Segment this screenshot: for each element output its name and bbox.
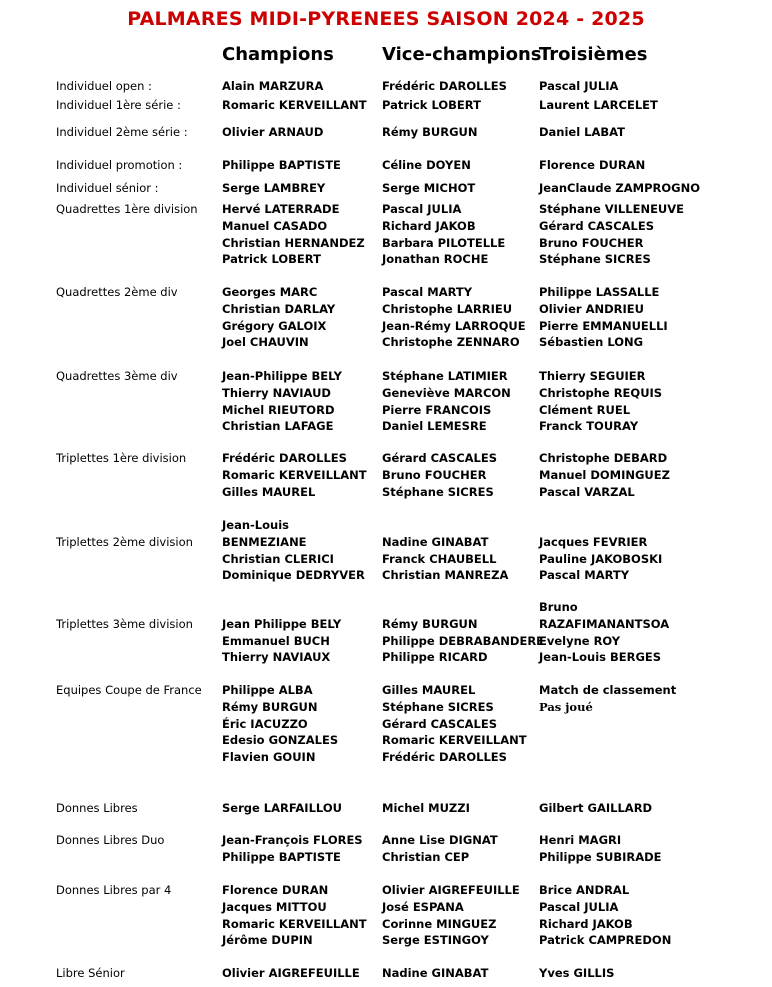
player-name: Pascal JULIA [539, 899, 619, 914]
player-name: Stéphane LATIMIER [382, 369, 508, 383]
player-name: Stéphane SICRES [382, 699, 494, 714]
third-cell [539, 180, 739, 197]
player-name: Manuel DOMINGUEZ [539, 467, 670, 482]
player-name: Olivier AIGREFEUILLE [222, 966, 360, 980]
third-cell [539, 78, 739, 95]
player-name: Olivier ANDRIEU [539, 301, 644, 316]
player-name: Geneviève MARCON [382, 385, 511, 400]
player-name: Philippe BAPTISTE [222, 849, 341, 864]
category-label: Donnes Libres [56, 801, 138, 815]
third-cell [539, 201, 739, 268]
player-name: Éric IACUZZO [222, 716, 308, 731]
player-name: Dominique DEDRYVER [222, 568, 365, 583]
vice-champions-cell [382, 832, 534, 866]
player-name: Jean-Rémy LARROQUE [382, 318, 526, 333]
player-name: BENMEZIANE [222, 534, 307, 549]
vice-champions-cell [382, 800, 534, 817]
player-name: Christophe DEBARD [539, 451, 668, 465]
third-cell [539, 965, 739, 982]
champions-cell [222, 832, 377, 866]
player-name: Christian HERNANDEZ [222, 235, 365, 250]
player-name: Franck CHAUBELL [382, 551, 497, 566]
category-label: Triplettes 2ème division [56, 534, 193, 549]
player-name: Christian CLERICI [222, 551, 334, 566]
category-label: Quadrettes 2ème div [56, 285, 178, 299]
player-name: Gérard CASCALES [539, 218, 655, 233]
player-name: Florence DURAN [539, 158, 646, 172]
vice-champions-cell [382, 157, 534, 174]
player-name: Christophe REQUIS [539, 385, 663, 400]
vice-champions-cell [382, 616, 545, 666]
player-name: Christian MANREZA [382, 568, 509, 583]
player-name: Christian LAFAGE [222, 419, 334, 434]
third-cell [539, 284, 739, 351]
player-name: Jean-François FLORES [222, 833, 363, 847]
player-name: JeanClaude ZAMPROGNO [539, 181, 700, 195]
champions-cell [222, 965, 377, 982]
player-name: Match de classement [539, 683, 677, 697]
third-cell [539, 832, 739, 866]
player-name: Gilles MAUREL [382, 683, 476, 697]
player-name: RAZAFIMANANTSOA [539, 616, 670, 631]
player-name: Sébastien LONG [539, 335, 644, 350]
player-name: Daniel LEMESRE [382, 419, 487, 434]
player-name: Jean Philippe BELY [222, 616, 342, 631]
player-name: Serge ESTINGOY [382, 933, 489, 948]
player-name: Stéphane SICRES [539, 252, 651, 267]
player-name: Jérôme DUPIN [222, 933, 313, 948]
vice-champions-cell [382, 284, 534, 351]
category-label: Individuel open : [56, 79, 152, 93]
vice-champions-cell [382, 368, 534, 435]
third-cell [539, 157, 739, 174]
champions-cell [222, 450, 377, 500]
player-name: Edesio GONZALES [222, 733, 339, 748]
player-name: Christophe LARRIEU [382, 301, 513, 316]
player-name: Philippe SUBIRADE [539, 849, 662, 864]
player-name: Christophe ZENNARO [382, 335, 520, 350]
player-name: Clément RUEL [539, 402, 631, 417]
match-note: Pas joué [539, 699, 593, 714]
champions-cell [222, 284, 377, 351]
player-name: Gérard CASCALES [382, 451, 498, 465]
player-name: Patrick LOBERT [382, 98, 481, 112]
player-name: Romaric KERVEILLANT [382, 733, 527, 748]
player-name: Philippe LASSALLE [539, 285, 660, 299]
player-name: Olivier AIGREFEUILLE [382, 883, 520, 897]
player-name: Brice ANDRAL [539, 883, 630, 897]
player-name: Frédéric DAROLLES [382, 750, 507, 765]
player-name: Alain MARZURA [222, 79, 324, 93]
player-name: Gilbert GAILLARD [539, 801, 653, 815]
player-name: Pascal MARTY [539, 568, 630, 583]
champions-cell [222, 180, 377, 197]
player-name: Nadine GINABAT [382, 966, 489, 980]
category-label: Triplettes 1ère division [56, 451, 187, 465]
third-cell [539, 882, 739, 949]
player-name: Richard JAKOB [539, 916, 633, 931]
player-name: Georges MARC [222, 285, 318, 299]
player-name: Rémy BURGUN [382, 616, 478, 631]
champions-cell [222, 682, 377, 766]
header-champions: Champions [222, 44, 334, 65]
vice-champions-cell [382, 965, 534, 982]
category-label: Donnes Libres Duo [56, 833, 165, 847]
player-name: Evelyne ROY [539, 633, 621, 648]
player-name: Barbara PILOTELLE [382, 235, 506, 250]
player-name: Pauline JAKOBOSKI [539, 551, 663, 566]
player-name: Laurent LARCELET [539, 98, 658, 112]
category-label: Triplettes 3ème division [56, 616, 193, 631]
champions-cell [222, 157, 377, 174]
page-title: PALMARES MIDI-PYRENEES SAISON 2024 - 2025 [127, 8, 645, 30]
third-cell [539, 450, 739, 500]
third-cell [539, 368, 739, 435]
player-name: Yves GILLIS [539, 966, 615, 980]
player-name: Rémy BURGUN [382, 125, 478, 139]
player-name: Stéphane VILLENEUVE [539, 202, 685, 216]
player-name: Richard JAKOB [382, 218, 476, 233]
player-name: Christian CEP [382, 849, 470, 864]
champions-cell [222, 78, 377, 95]
player-name: Philippe DEBRABANDERE [382, 633, 545, 648]
player-name: Pierre EMMANUELLI [539, 318, 668, 333]
player-name: Hervé LATERRADE [222, 202, 340, 216]
player-name: Thierry NAVIAUD [222, 385, 331, 400]
player-name: Nadine GINABAT [382, 534, 489, 549]
category-label: Equipes Coupe de France [56, 683, 202, 697]
vice-champions-cell [382, 201, 534, 268]
player-name: Philippe BAPTISTE [222, 158, 341, 172]
vice-champions-cell [382, 97, 534, 114]
player-name: Michel MUZZI [382, 801, 470, 815]
player-name: Bruno FOUCHER [382, 467, 487, 482]
player-name: Serge LAMBREY [222, 181, 326, 195]
player-name: Jean-Louis [222, 518, 290, 532]
player-name: Olivier ARNAUD [222, 125, 324, 139]
player-name: Jean-Louis BERGES [539, 650, 662, 665]
player-name: Jacques FEVRIER [539, 534, 648, 549]
vice-champions-cell [382, 180, 534, 197]
vice-champions-cell [382, 450, 534, 500]
player-name: Gilles MAUREL [222, 484, 316, 499]
player-name: Florence DURAN [222, 883, 329, 897]
champions-cell [222, 97, 377, 114]
header-third: Troisièmes [539, 44, 648, 65]
player-name: Jean-Philippe BELY [222, 369, 342, 383]
player-name: Stéphane SICRES [382, 484, 494, 499]
player-name: Jonathan ROCHE [382, 252, 489, 267]
category-label: Individuel 1ère série : [56, 98, 181, 112]
player-name: Thierry SEGUIER [539, 369, 646, 383]
player-name: Michel RIEUTORD [222, 402, 335, 417]
player-name: Pascal JULIA [382, 202, 462, 216]
player-name: Anne Lise DIGNAT [382, 833, 498, 847]
player-name: Franck TOURAY [539, 419, 639, 434]
player-name: Philippe RICARD [382, 650, 488, 665]
player-name: Christian DARLAY [222, 301, 336, 316]
player-name: Pascal JULIA [539, 79, 619, 93]
vice-champions-cell [382, 78, 534, 95]
player-name: Henri MAGRI [539, 833, 622, 847]
vice-champions-cell [382, 682, 534, 766]
player-name: Corinne MINGUEZ [382, 916, 497, 931]
champions-cell [222, 368, 377, 435]
third-cell [539, 534, 739, 584]
champions-cell [222, 616, 377, 666]
player-name: Céline DOYEN [382, 158, 471, 172]
player-name: Rémy BURGUN [222, 699, 318, 714]
player-name: Philippe ALBA [222, 683, 313, 697]
category-label: Donnes Libres par 4 [56, 883, 172, 897]
player-name: José ESPANA [382, 899, 464, 914]
player-name: Thierry NAVIAUX [222, 650, 331, 665]
player-name: Flavien GOUIN [222, 750, 316, 765]
third-cell [539, 97, 739, 114]
vice-champions-cell [382, 882, 534, 949]
player-name: Pascal MARTY [382, 285, 473, 299]
champions-cell [222, 882, 377, 949]
player-name: Bruno FOUCHER [539, 235, 644, 250]
player-name: Bruno [539, 600, 578, 614]
header-vice-champions: Vice-champions [382, 44, 542, 65]
player-name: Manuel CASADO [222, 218, 328, 233]
third-cell [539, 124, 739, 141]
vice-champions-cell [382, 124, 534, 141]
player-name: Grégory GALOIX [222, 318, 327, 333]
player-name: Daniel LABAT [539, 125, 626, 139]
player-name: Serge MICHOT [382, 181, 476, 195]
category-label: Individuel 2ème série : [56, 125, 188, 139]
player-name: Pascal VARZAL [539, 484, 635, 499]
player-name: Patrick CAMPREDON [539, 933, 672, 948]
player-name: Joel CHAUVIN [222, 335, 309, 350]
player-name: Serge LARFAILLOU [222, 801, 342, 815]
category-label: Quadrettes 3ème div [56, 369, 178, 383]
player-name: Romaric KERVEILLANT [222, 916, 367, 931]
player-name: Jacques MITTOU [222, 899, 327, 914]
champions-cell [222, 517, 377, 584]
third-cell [539, 682, 739, 716]
player-name: Gérard CASCALES [382, 716, 498, 731]
player-name: Frédéric DAROLLES [382, 79, 507, 93]
category-label: Libre Sénior [56, 966, 125, 980]
player-name: Romaric KERVEILLANT [222, 467, 367, 482]
champions-cell [222, 800, 377, 817]
player-name: Romaric KERVEILLANT [222, 98, 367, 112]
third-cell [539, 800, 739, 817]
player-name: Pierre FRANCOIS [382, 402, 492, 417]
vice-champions-cell [382, 534, 534, 584]
third-cell [539, 599, 739, 666]
player-name: Patrick LOBERT [222, 252, 321, 267]
champions-cell [222, 124, 377, 141]
player-name: Frédéric DAROLLES [222, 451, 347, 465]
champions-cell [222, 201, 377, 268]
category-label: Individuel sénior : [56, 181, 159, 195]
category-label: Individuel promotion : [56, 158, 183, 172]
category-label: Quadrettes 1ère division [56, 202, 198, 216]
player-name: Emmanuel BUCH [222, 633, 330, 648]
